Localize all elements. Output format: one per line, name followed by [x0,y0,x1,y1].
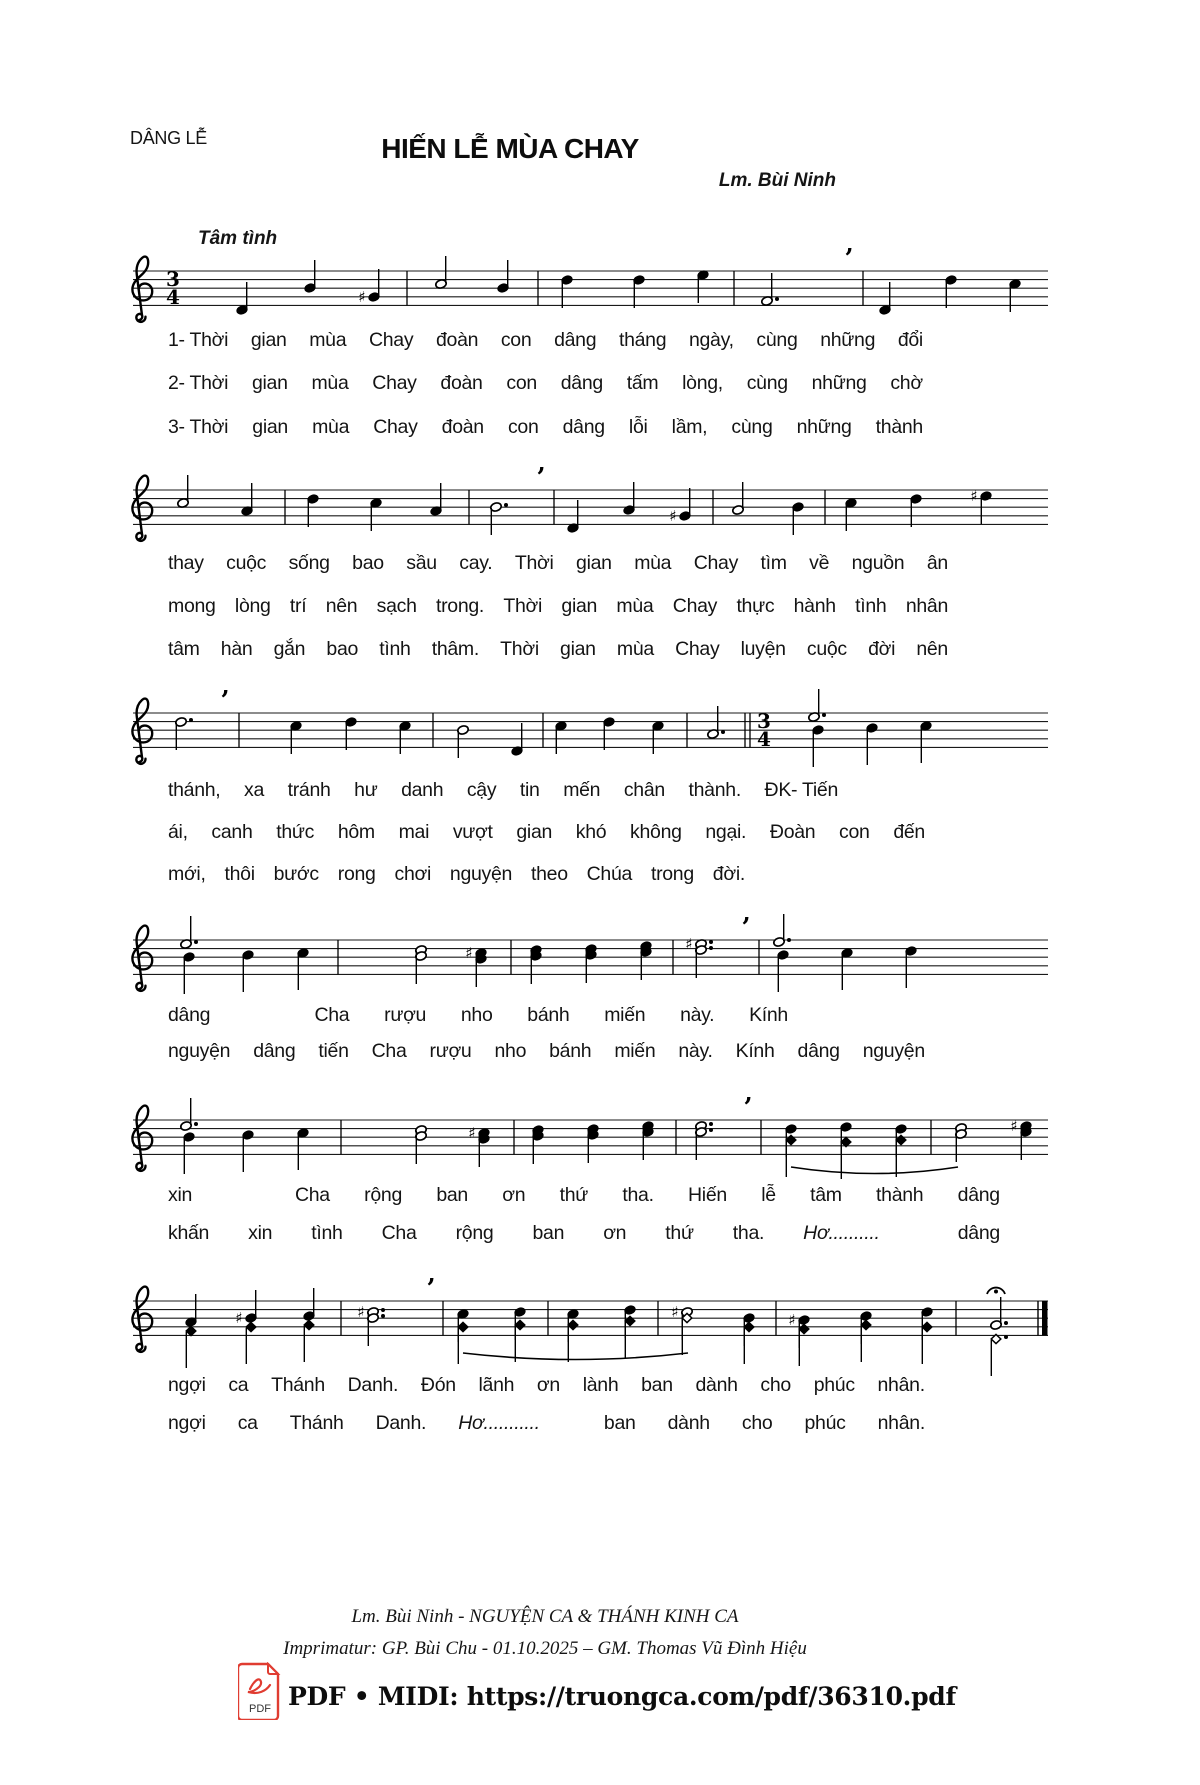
lyric-word: khó [575,821,607,843]
lyric-word: cùng [756,329,798,351]
note-head [841,1137,851,1146]
lyric-word: thành. [688,779,741,801]
lyric-word: Danh. [347,1374,399,1396]
lyric-word: cuộc [806,638,847,660]
lyric-word: rượu [384,1004,427,1026]
lyric-word: bước [273,863,319,885]
lyric-word: Chay [672,595,718,617]
sharp-accidental: ♯ [669,507,677,525]
lyric-word: dành [667,1412,710,1434]
lyric-word: gian [250,329,287,351]
pdf-icon-label: PDF [249,1703,271,1715]
lyric-word: mới, [168,863,206,885]
augmentation-dot [504,503,508,507]
slur [463,1353,688,1360]
lyric-word: Thánh [289,1412,344,1434]
lyric-word: trí [289,595,307,617]
lyric-line [168,1374,925,1397]
lyric-word: lành [582,1374,619,1396]
lyric-word: nên [916,638,948,660]
note-head [246,1322,256,1331]
lyric-word: dâng [560,372,603,394]
lyric-word: ca [237,1412,258,1434]
lyric-word: cùng [731,416,773,438]
lyric-line [168,638,948,661]
lyric-word: gian [560,638,596,660]
augmentation-dot [381,1308,385,1312]
time-signature-numerator: 3 [166,267,180,291]
breath-mark: ’ [844,244,854,274]
lyric-word: hôm [337,821,375,843]
lyric-word: con [506,372,537,394]
sharp-accidental: ♯ [468,1124,476,1142]
lyric-word: tình [379,638,411,660]
note-head [861,1320,871,1329]
lyric-word: đoàn [441,416,484,438]
treble-clef-icon [132,257,152,322]
lyric-word: bánh [527,1004,570,1026]
lyric-word: Chúa [586,863,633,885]
lyric-word: gắn [273,638,306,660]
lyric-word: gian [251,372,288,394]
lyric-word: mai [398,821,430,843]
lyric-word: lầm, [671,416,708,438]
augmentation-dot [721,730,725,734]
lyric-word: gian [576,552,612,574]
lyric-word: xa [244,779,265,801]
note-head [922,1322,932,1331]
lyric-word: dâng [797,1040,840,1062]
lyric-word: lễ [761,1184,776,1206]
lyric-word: nhân [905,595,948,617]
lyric-word: dâng [554,329,597,351]
lyric-word: sầu [406,552,437,574]
lyric-word: Cha [371,1040,407,1062]
lyric-word: dâng [562,416,605,438]
lyric-word: cay. [459,552,493,574]
slur [791,1167,958,1174]
tempo-marking: Tâm tình [198,228,278,249]
lyric-word: tâm [810,1184,842,1206]
lyric-word: ơn [502,1184,526,1206]
fermata-icon [994,1290,998,1294]
lyric-word: này. [678,1040,713,1062]
treble-clef-icon [132,476,152,541]
lyric-word: 1- Thời [168,329,229,351]
lyric-word: không [630,821,682,843]
lyric-line [168,329,923,352]
lyric-line [168,1004,788,1027]
lyric-word: ơn [536,1374,560,1396]
lyric-word: miến [604,1004,646,1026]
augmentation-dot [194,1122,198,1126]
lyric-word: đến [893,821,925,843]
lyric-word: ban [532,1222,565,1244]
lyric-word: Chay [368,329,414,351]
note-head [186,1326,196,1335]
lyric-word: những [820,329,876,351]
note-head [799,1324,809,1333]
time-signature-denominator: 4 [757,727,771,751]
lyric-word: nho [494,1040,527,1062]
lyric-word: gian [516,821,553,843]
lyric-word: thánh, [168,779,221,801]
lyric-word: vượt [452,821,493,843]
lyric-word: rộng [364,1184,402,1206]
lyric-word: con [507,416,539,438]
augmentation-dot [709,946,713,950]
lyric-word: lỗi [628,416,648,438]
footer-credit: Lm. Bùi Ninh - NGUYỆN CA & THÁNH KINH CA [351,1606,739,1627]
download-links [288,1682,956,1711]
lyric-word: Đón [420,1374,456,1396]
lyric-word: trong [650,863,694,885]
lyric-word: Chay [373,416,418,438]
augmentation-dot [787,938,791,942]
augmentation-dot [709,1128,713,1132]
note-head [515,1320,525,1329]
lyric-word: tâm [168,638,200,660]
note-head [458,1322,468,1331]
lyric-word: Hơ.......... [803,1222,880,1244]
lyric-word: ĐK- Tiến [764,779,838,801]
lyric-word: đời. [712,863,745,885]
lyric-word: nguyện [168,1040,231,1062]
lyric-word: lòng [234,595,271,617]
lyric-word: tình [311,1222,343,1244]
lyric-word: mong [168,595,216,617]
breath-mark: ’ [220,686,230,716]
lyric-word: luyện [740,638,786,660]
lyric-word: ca [228,1374,249,1396]
treble-clef-icon [132,699,152,764]
lyric-word: Chay [372,372,417,394]
lyric-word: tình [855,595,887,617]
lyric-word: trong. [435,595,485,617]
lyric-word: dâng [253,1040,296,1062]
lyric-word: đời [868,638,896,660]
sharp-accidental: ♯ [235,1309,243,1327]
lyric-word: chân [623,779,665,801]
time-signature-denominator: 4 [166,285,180,309]
pdf-url-link[interactable]: https://truongca.com/pdf/36310.pdf [466,1682,956,1711]
lyric-word: nho [460,1004,493,1026]
lyric-word: cuộc [226,552,267,574]
lyric-word: dâng [168,1004,211,1026]
lyric-word: con [500,329,532,351]
treble-clef-icon [132,1106,152,1171]
lyric-line [168,372,923,395]
lyric-word: Cha [294,1184,330,1206]
lyric-word: hàn [220,638,253,660]
sharp-accidental: ♯ [465,944,473,962]
lyric-word: đoàn [440,372,483,394]
lyric-word: ngợi [168,1412,206,1434]
lyric-word: cho [760,1374,791,1396]
lyric-line [168,863,745,886]
lyric-line [168,1412,925,1435]
final-barline [1042,1301,1048,1335]
category-label: DÂNG LỄ [130,128,207,148]
breath-mark: ’ [743,1093,753,1123]
lyric-word: tin [519,779,540,801]
lyric-word: Chay [693,552,739,574]
lyric-line [168,1184,1000,1207]
lyric-word: dành [695,1374,738,1396]
lyric-word: thứ [665,1222,694,1244]
lyric-word: xin [248,1222,273,1244]
lyric-word: lòng, [682,372,723,394]
lyric-word: nguyện [862,1040,925,1062]
lyric-line [168,416,923,439]
lyric-word: ban [641,1374,673,1396]
augmentation-dot [822,713,826,717]
lyric-word: phúc [804,1412,846,1434]
lyric-word: 2- Thời [168,372,229,394]
lyric-word: Hiến [688,1184,727,1206]
lyric-line [168,821,925,844]
sharp-accidental: ♯ [671,1303,679,1321]
lyric-word: Kính [749,1004,788,1026]
lyric-word: xin [168,1184,193,1206]
lyric-word: mùa [616,595,654,617]
lyric-word: ban [436,1184,468,1206]
pdf-icon-fold [268,1664,278,1674]
lyric-word: ngợi [168,1374,206,1396]
augmentation-dot [381,1314,385,1318]
links-label: PDF • MIDI: [288,1682,459,1711]
lyric-word: mùa [634,552,672,574]
lyric-word: Đoàn [769,821,816,843]
lyric-word: sạch [376,595,417,617]
augmentation-dot [1004,1321,1008,1325]
lyric-word: Cha [381,1222,417,1244]
breath-mark: ’ [426,1274,436,1304]
lyric-word: rộng [455,1222,494,1244]
lyric-word: Chay [675,638,720,660]
lyric-word: thực [736,595,775,617]
lyric-word: dâng [957,1222,1000,1244]
lyric-word: tháng [618,329,667,351]
lyric-word: ban [603,1412,636,1434]
lyric-word: mùa [312,416,350,438]
note-head [304,1320,314,1329]
lyric-word: cậy [466,779,497,801]
page-title: HIẾN LỄ MÙA CHAY [381,133,639,164]
lyric-word: những [811,372,867,394]
lyric-word: Cha [314,1004,350,1026]
lyric-word: hành [793,595,836,617]
footer-imprimatur: Imprimatur: GP. Bùi Chu - 01.10.2025 – GM. Thomas Vũ Đình Hiệu [283,1638,807,1659]
lyric-word: Danh. [375,1412,427,1434]
lyric-word: thành [876,1184,924,1206]
sharp-accidental: ♯ [788,1311,796,1329]
lyric-word: gian [561,595,598,617]
breath-mark: ’ [741,913,751,943]
lyric-word: cùng [746,372,788,394]
lyric-word: tha. [732,1222,765,1244]
lyric-word: mến [563,779,601,801]
lyric-word: phúc [813,1374,855,1396]
note-head [568,1320,578,1329]
note-head [744,1322,754,1331]
lyric-word: tránh [287,779,331,801]
lyric-word: miến [614,1040,656,1062]
lyric-word: bao [326,638,359,660]
augmentation-dot [709,1122,713,1126]
lyric-word: đổi [897,329,923,351]
sharp-accidental: ♯ [358,288,366,306]
lyric-word: Thánh [271,1374,325,1396]
lyric-word: rượu [429,1040,472,1062]
lyric-word: nguyện [449,863,513,885]
lyric-word: chờ [890,372,923,394]
lyric-word: Kính [735,1040,775,1062]
lyric-word: về [809,552,830,574]
lyric-word: hư [354,779,378,801]
treble-clef-icon [132,926,152,991]
lyric-word: dâng [957,1184,1000,1206]
lyric-word: thứ [559,1184,589,1206]
lyric-word: ơn [603,1222,627,1244]
lyric-word: gian [252,416,288,438]
lyric-word: sống [288,552,330,574]
lyric-word: thức [276,821,315,843]
lyric-line [168,779,838,802]
augmentation-dot [775,297,779,301]
lyric-word: nhân. [877,1412,925,1434]
composer-credit: Lm. Bùi Ninh [718,170,836,191]
lyric-line [168,595,948,618]
lyric-word: tìm [760,552,787,574]
augmentation-dot [189,718,193,722]
augmentation-dot [1004,1335,1008,1339]
lyric-word: ái, [168,821,188,843]
lyric-word: thay [168,552,204,574]
lyric-word: này. [680,1004,715,1026]
lyric-word: con [839,821,870,843]
lyric-word: đoàn [435,329,479,351]
lyric-word: chơi [394,863,432,885]
lyric-word: 3- Thời [168,416,229,438]
lyric-word: bao [352,552,384,574]
lyric-word: ngại. [705,821,747,843]
lyric-line [168,552,948,575]
sharp-accidental: ♯ [970,487,978,505]
augmentation-dot [194,940,198,944]
lyric-word: mùa [616,638,654,660]
lyric-word: danh [401,779,444,801]
lyric-word: những [796,416,852,438]
lyric-word: tha. [622,1184,654,1206]
sharp-accidental: ♯ [357,1303,365,1321]
lyric-word: theo [530,863,568,885]
lyric-word: lãnh [478,1374,515,1396]
lyric-word: tấm [626,372,659,394]
lyric-word: Thời [514,552,554,574]
lyric-word: nên [325,595,358,617]
lyric-word: canh [211,821,253,843]
lyric-word: cho [741,1412,773,1434]
lyric-word: bánh [549,1040,592,1062]
lyric-word: Thời [503,595,543,617]
lyric-word: ân [926,552,948,574]
lyric-word: tiến [318,1040,349,1062]
lyric-word: nhân. [877,1374,925,1396]
sharp-accidental: ♯ [1010,1117,1018,1135]
lyric-word: Thời [500,638,539,660]
lyric-word: thành [875,416,923,438]
lyric-word: khấn [168,1222,210,1244]
lyric-word: thôi [224,863,255,885]
augmentation-dot [709,940,713,944]
lyric-line [168,1040,925,1063]
treble-clef-icon [132,1287,152,1352]
lyric-word: mùa [311,372,349,394]
lyric-word: nguồn [851,552,905,574]
lyric-word: mùa [309,329,347,351]
lyric-word: Hơ........... [458,1412,540,1434]
pdf-file-icon[interactable] [238,1662,282,1720]
breath-mark: ’ [536,463,546,493]
lyric-word: ngày, [688,329,734,351]
lyric-word: thâm. [431,638,479,660]
sharp-accidental: ♯ [685,935,693,953]
time-signature-numerator: 3 [757,709,771,733]
lyric-word: rong [337,863,376,885]
lyric-line [168,1222,1000,1245]
